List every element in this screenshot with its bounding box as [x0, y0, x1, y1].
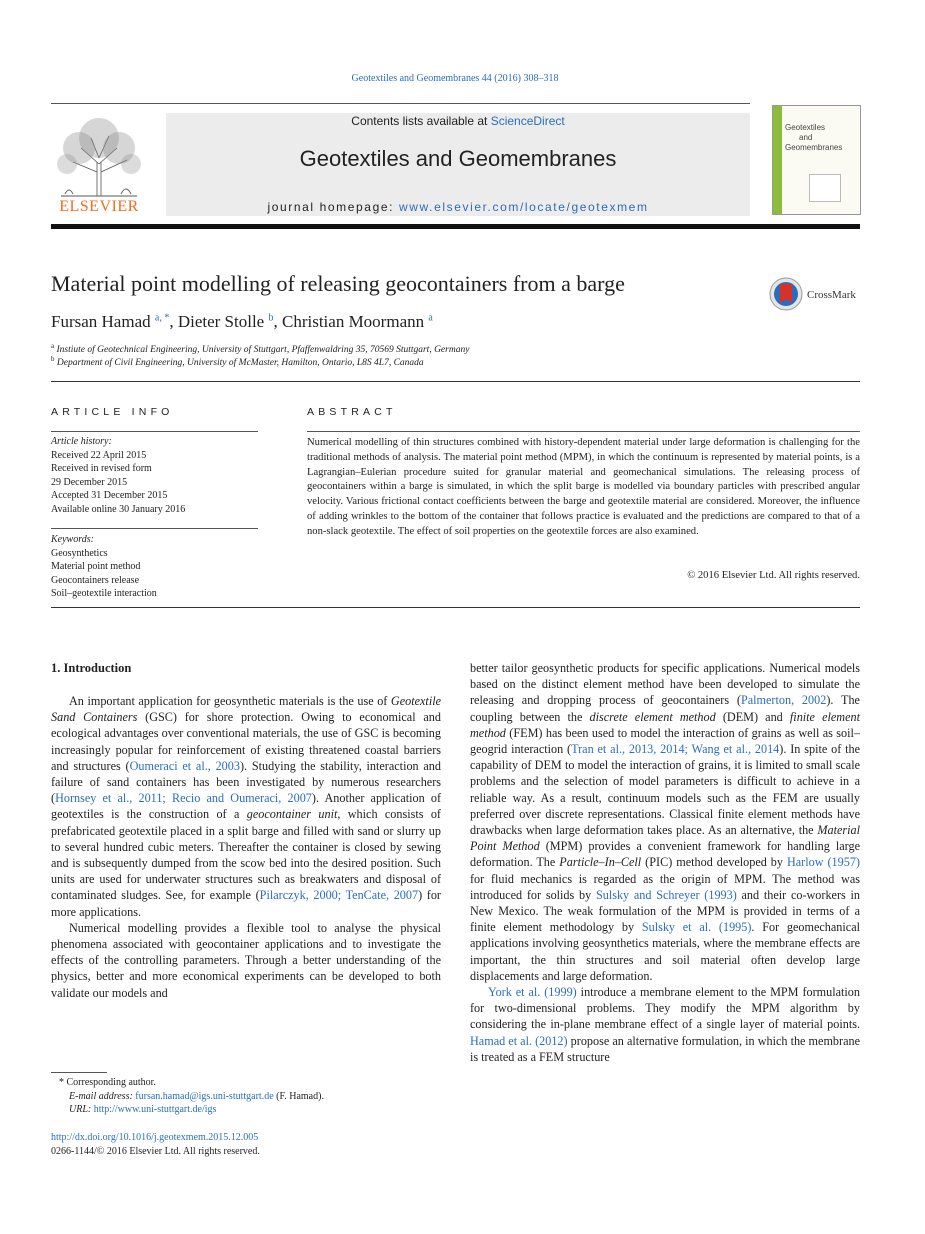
author-name: Fursan Hamad: [51, 312, 151, 331]
divider: [51, 381, 860, 382]
cover-logo-box: [809, 174, 841, 202]
journal-name: Geotextiles and Geomembranes: [299, 146, 617, 171]
cover-title: Geotextiles and Geomembranes: [785, 123, 843, 152]
right-column: [470, 660, 860, 1065]
abstract-copyright: © 2016 Elsevier Ltd. All rights reserved.: [687, 570, 860, 581]
email-link[interactable]: fursan.hamad@igs.uni-stuttgart.de: [135, 1090, 274, 1102]
author-affiliation-mark[interactable]: b: [268, 312, 274, 324]
doi-link[interactable]: http://dx.doi.org/10.1016/j.geotexmem.2015.12.005: [51, 1132, 259, 1143]
footnotes: * Corresponding author. E-mail address: fursan.hamad@igs.uni-stuttgart.de (F. Hamad). URL: http://www.uni-stuttgart.de/igs: [59, 1077, 324, 1115]
affiliation: $^b$ Department of Civil Engineering, University of McMaster, Hamilton, Ontario, L8S 4L7, Canada: [51, 355, 424, 369]
left-column: [51, 693, 441, 1001]
article-title: Material point modelling of releasing geocontainers from a barge: [51, 271, 625, 296]
author-list: Fursan Hamad $^{a, *}$, Dieter Stolle $^b$, Christian Moormann $^a$: [51, 312, 433, 331]
abstract-heading: ABSTRACT: [307, 406, 397, 418]
url-link[interactable]: http://www.uni-stuttgart.de/igs: [93, 1104, 217, 1115]
citation-link[interactable]: Sulsky and Schreyer (1993): [595, 887, 737, 902]
sciencedirect-link[interactable]: ScienceDirect: [490, 114, 565, 128]
publication-info: http://dx.doi.org/10.1016/j.geotexmem.2015.12.005 0266-1144/© 2016 Elsevier Ltd. All rights reserved.: [51, 1132, 260, 1157]
author-name: Dieter Stolle: [177, 312, 265, 331]
footnote-rule: [51, 1072, 107, 1073]
divider: [51, 607, 860, 608]
journal-citation[interactable]: Geotextiles and Geomembranes 44 (2016) 308–318: [351, 73, 559, 84]
citation-link[interactable]: Pilarczyk, 2000; TenCate, 2007: [259, 888, 419, 903]
divider: [307, 431, 860, 432]
header-thick-rule: [51, 224, 860, 229]
paragraph: An important application for geosynthetic materials is the use of Geotextile Sand Containers (GSC) for shore protection. Owing to economical and ecological advantages over conventional materials, the use of GSC is becoming increasingly popular for reinforcement of existing threatened coastal barriers and structures (Oumeraci et al., 2003). Studying the stability, interaction and failure of sand containers has been investigated by numerous researchers (Hornsey et al., 2011; Recio and Oumeraci, 2007). Another application of geotextiles is the construction of a geocontainer unit, which consists of prefabricated geotextile placed in a split barge and filled with sand or slurry up to several hundred cubic meters. Thereafter the container is closed by sewing and is subsequently dumped from the scow bed into the desired position. Such units are used for underwater structures such as breakwaters and disposal of contaminated sludges. See, for example (Pilarczyk, 2000; TenCate, 2007) for more applications.: [51, 694, 442, 919]
citation-link[interactable]: Sulsky et al. (1995): [641, 920, 752, 935]
citation-link[interactable]: Hamad et al. (2012): [470, 1033, 568, 1048]
author-name: Christian Moormann: [281, 312, 425, 331]
cover-stripe: [773, 106, 782, 214]
abstract-text: Numerical modelling of thin structures combined with history-dependent material under large deformation is challenging for the traditional methods of analysis. The material point method (MPM), in which the continuum is represented by material points, is a Lagrangian–Eulerian procedure suited for granular material and geomechanical simulations. The releasing process of geocontainers within a barge is simulated, in which the split barge is modelled via boundary particles with prescribed angular velocity. Various frictional contact coefficients between the barge and geotextile material are considered. Moreover, the influence of adding wrinkles to the bottom of the container that follows practice is evaluated and the predictions are compared to that of a non-slack geotextile. The effect of soil properties on the geotextile forces are also examined.: [307, 437, 860, 537]
crossmark-badge[interactable]: [769, 277, 864, 313]
homepage-link[interactable]: www.elsevier.com/locate/geotexmem: [399, 200, 649, 214]
citation-link[interactable]: York et al. (1999): [488, 985, 577, 1000]
citation-link[interactable]: Palmerton, 2002: [740, 693, 827, 708]
crossmark-label: CrossMark: [807, 289, 856, 301]
citation-link[interactable]: Harlow (1957): [786, 855, 860, 870]
citation-link[interactable]: Oumeraci et al., 2003: [129, 758, 240, 773]
affiliation: $^a$ Instiute of Geotechnical Engineering, University of Stuttgart, Pfaffenwaldring 35, 70569 Stuttgart, Germany: [51, 342, 470, 356]
divider: [51, 431, 258, 432]
homepage-line: journal homepage: www.elsevier.com/locate/geotexmem: [267, 200, 649, 214]
divider: [51, 528, 258, 529]
article-history: Article history: Received 22 April 2015 Received in revised form 29 December 2015 Accepted 31 December 2015 Available online 30 January 2016: [51, 436, 186, 515]
contents-line: Contents lists available at ScienceDirect: [351, 114, 565, 128]
citation-link[interactable]: Tran et al., 2013, 2014; Wang et al., 2014: [571, 742, 780, 757]
paragraph: Numerical modelling provides a flexible tool to analyse the physical phenomena associated with geocontainer applications and to investigate the effects of the controlling parameters. Through a better understanding of the physics, better and more economical experiments can be developed to both validate our models and: [51, 920, 441, 1000]
keywords: Keywords: Geosynthetics Material point method Geocontainers release Soil–geotextile interaction: [51, 534, 157, 599]
article-info-heading: ARTICLE INFO: [51, 406, 174, 418]
paragraph: York et al. (1999) introduce a membrane element to the MPM formulation for two-dimensional problems. They modify the MPM algorithm by considering the in-plane membrane effect of a single layer of material points. Hamad et al. (2012) propose an alternative formulation, in which the membrane is treated as a FEM structure: [470, 985, 860, 1064]
section-heading: 1. Introduction: [51, 661, 132, 675]
citation-link[interactable]: Hornsey et al., 2011; Recio and Oumeraci, 2007: [55, 791, 312, 806]
author-affiliation-mark[interactable]: a: [428, 312, 433, 324]
journal-cover-thumbnail[interactable]: [772, 105, 861, 215]
author-affiliation-mark[interactable]: a, *: [154, 312, 170, 324]
crossmark-icon: [769, 277, 803, 311]
header-rule: [51, 103, 750, 104]
elsevier-tree-logo: [51, 112, 147, 198]
paragraph: better tailor geosynthetic products for specific applications. Numerical models based on the distinct element method have been developed to simulate the releasing and dropping process of geocontainers (Palmerton, 2002). The coupling between the discrete element method (DEM) and finite element method (FEM) has been used to model the interaction of grains as well as soil–geogrid interaction (Tran et al., 2013, 2014; Wang et al., 2014). In spite of the capability of DEM to model the interaction of grains, it is limited to small scale problems and the selection of model parameters is difficult to achieve in a reliable way. As a result, continuum models such as the FEM are usually preferred over discrete representations. Classical finite element methods have drawbacks when large deformation takes place. As an alternative, the Material Point Method (MPM) provides a convenient framework for handling large deformation. The Particle–In–Cell (PIC) method developed by Harlow (1957) for fluid mechanics is regarded as the origin of MPM. The method was introduced for solids by Sulsky and Schreyer (1993) and their co-workers in New Mexico. The weak formulation of the MPM is provided in terms of a finite element methodology by Sulsky et al. (1995). For geomechanical applications involving geosynthetics materials, where the membrane effects are important, the thin structures and soil material often develop large displacements and large deformation.: [470, 661, 860, 983]
publisher-logo-text: ELSEVIER: [59, 198, 139, 215]
